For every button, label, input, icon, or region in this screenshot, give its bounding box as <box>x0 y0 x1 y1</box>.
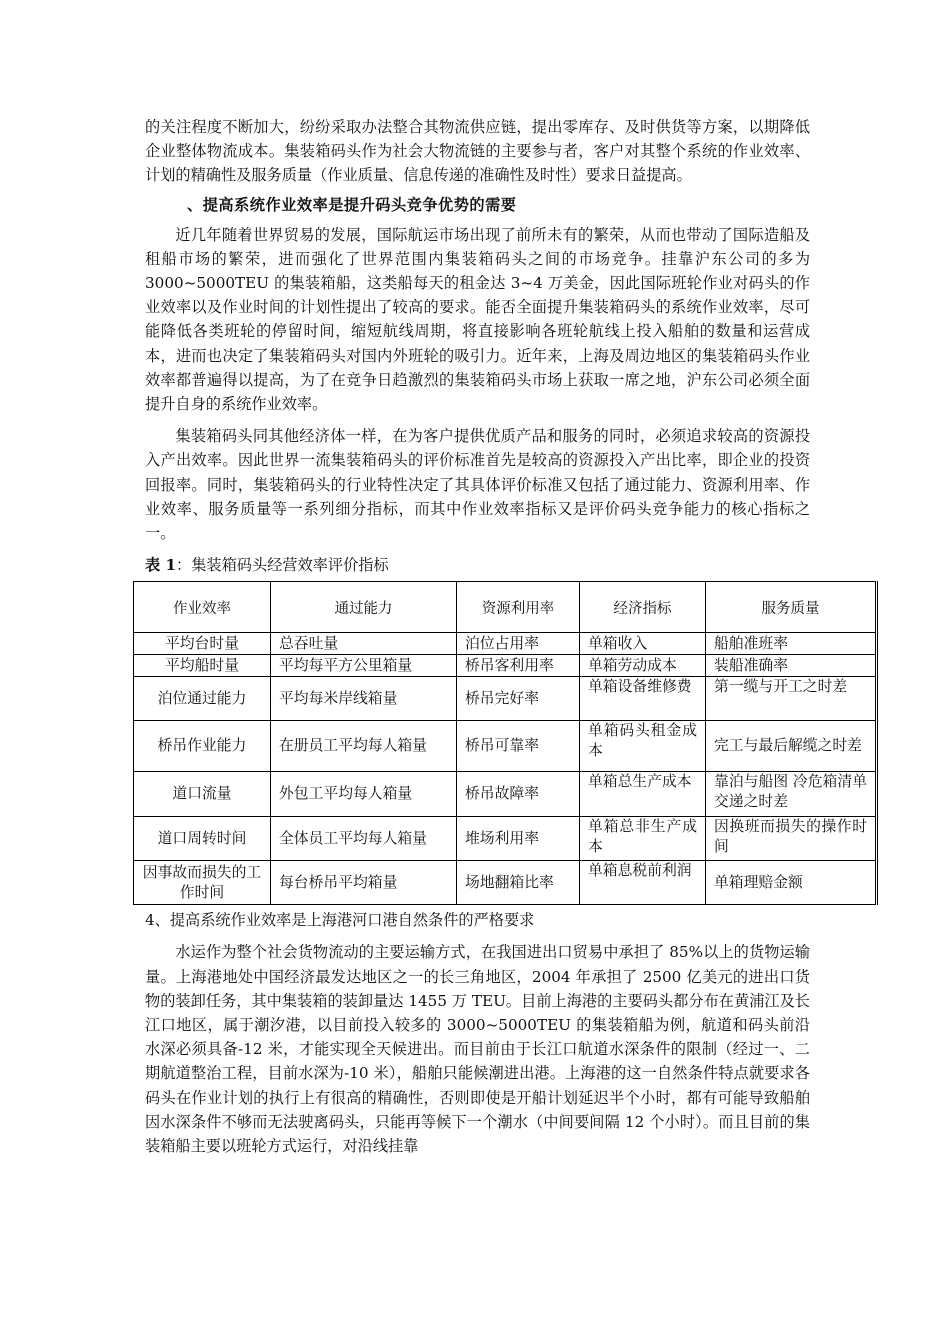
caption-label: 表 1 <box>145 556 177 575</box>
paragraph-competition: 近几年随着世界贸易的发展，国际航运市场出现了前所未有的繁荣，从而也带动了国际造船及租船市场的繁荣，进而强化了世界范围内集装箱码头之间的市场竞争。挂靠沪东公司的多为 3000~5000TEU 的集装箱船，这类船每天的租金达 3~4 万美金，因此国际班轮作业对码头的作业效率以及作业时间的计划性提出了较高的要求。能否全面提升集装箱码头的系统作业效率，尽可能降低各类班轮的停留时间，缩短航线周期，将直接影响各班轮航线上投入船舶的数量和运营成本，进而也决定了集装箱码头对国内外班轮的吸引力。近年来，上海及周边地区的集装箱码头作业效率都普遍得以提高，为了在竞争日趋激烈的集装箱码头市场上获取一席之地，沪东公司必须全面提升自身的系统作业效率。 <box>145 225 810 414</box>
document-page <box>142 115 867 1158</box>
table-cell: 道口流量 <box>134 772 271 817</box>
table-row <box>134 817 877 861</box>
caption-text: 集装箱码头经营效率评价指标 <box>191 556 389 575</box>
table-cell: 外包工平均每人箱量 <box>271 772 457 817</box>
table-cell: 每台桥吊平均箱量 <box>271 861 457 905</box>
table-cell: 桥吊可靠率 <box>457 721 580 772</box>
caption-separator: ： <box>176 556 192 575</box>
table-header-row <box>134 582 877 633</box>
table-cell: 桥吊故障率 <box>457 772 580 817</box>
paragraph-shanghai-port: 水运作为整个社会货物流动的主要运输方式，在我国进出口贸易中承担了 85%以上的货物运输量。上海港地处中国经济最发达地区之一的长三角地区，2004 年承担了 2500 亿美元的进出口货物的装卸任务，其中集装箱的装卸量达 1455 万 TEU。目前上海港的主要码头都分布在黄浦江及长江口地区，属于潮汐港，以目前投入较多的 3000~5000TEU 的集装箱船为例，航道和码头前沿水深必须具备-12 米，才能实现全天候进出。而目前由于长江口航道水深条件的限制（经过一、二期航道整治工程，目前水深为-10 米），船舶只能候潮进出港。上海港的这一自然条件特点就要求各码头在作业计划的执行上有很高的精确性，否则即使是开船计划延迟半个小时，都有可能导致船舶因水深条件不够而无法驶离码头，只能再等候下一个潮水（中间要间隔 12 个小时）。而且目前的集装箱船主要以班轮方式运行，对沿线挂靠 <box>145 943 810 1156</box>
table-cell: 完工与最后解缆之时差 <box>706 721 877 772</box>
table-row <box>134 721 877 772</box>
table-row <box>134 772 877 817</box>
table-cell: 全体员工平均每人箱量 <box>271 817 457 861</box>
table-cell: 因换班而损失的操作时间 <box>706 817 877 861</box>
header-economic: 经济指标 <box>580 582 706 633</box>
table-cell: 场地翻箱比率 <box>457 861 580 905</box>
table-cell: 单箱理赔金额 <box>706 861 877 905</box>
table-cell: 单箱息税前利润 <box>580 861 706 905</box>
table-cell: 平均每米岸线箱量 <box>271 677 457 721</box>
header-capacity: 通过能力 <box>271 582 457 633</box>
table-caption <box>145 553 810 577</box>
paragraph-intro: 的关注程度不断加大，纷纷采取办法整合其物流供应链，提出零库存、及时供货等方案，以期降低企业整体物流成本。集装箱码头作为社会大物流链的主要参与者，客户对其整个系统的作业效率、计划的精确性及服务质量（作业质量、信息传递的准确性及时性）要求日益提高。 <box>145 118 810 185</box>
header-efficiency: 作业效率 <box>134 582 271 633</box>
table-row <box>134 633 877 655</box>
section-heading-3: 、提高系统作业效率是提升码头竞争优势的需要 <box>187 195 517 214</box>
table-cell: 道口周转时间 <box>134 817 271 861</box>
table-cell: 单箱收入 <box>580 633 706 655</box>
header-utilization: 资源利用率 <box>457 582 580 633</box>
table-cell: 平均船时量 <box>134 655 271 677</box>
table-row <box>134 655 877 677</box>
table-cell: 单箱总生产成本 <box>580 772 706 817</box>
table-cell: 第一缆与开工之时差 <box>706 677 877 721</box>
table-cell: 靠泊与船图 冷危箱清单交递之时差 <box>706 772 877 817</box>
table-cell: 在册员工平均每人箱量 <box>271 721 457 772</box>
table-row <box>134 677 877 721</box>
table-cell: 平均每平方公里箱量 <box>271 655 457 677</box>
table-cell: 单箱设备维修费 <box>580 677 706 721</box>
table-cell: 单箱码头租金成本 <box>580 721 706 772</box>
paragraph-evaluation: 集装箱码头同其他经济体一样，在为客户提供优质产品和服务的同时，必须追求较高的资源投入产出效率。因此世界一流集装箱码头的评价标准首先是较高的资源投入产出比率，即企业的投资回报率。同时，集装箱码头的行业特性决定了其具体评价标准又包括了通过能力、资源利用率、作业效率、服务质量等一系列细分指标，而其中作业效率指标又是评价码头竞争能力的核心指标之一。 <box>145 427 810 543</box>
table-cell: 平均台时量 <box>134 633 271 655</box>
table-cell: 单箱劳动成本 <box>580 655 706 677</box>
table-cell: 泊位占用率 <box>457 633 580 655</box>
table-cell: 桥吊客利用率 <box>457 655 580 677</box>
table-cell: 装船准确率 <box>706 655 877 677</box>
table-cell: 总吞吐量 <box>271 633 457 655</box>
table-cell: 船舶准班率 <box>706 633 877 655</box>
header-service: 服务质量 <box>706 582 877 633</box>
table-cell: 因事故而损失的工作时间 <box>134 861 271 905</box>
table-cell: 泊位通过能力 <box>134 677 271 721</box>
metrics-table <box>133 581 878 905</box>
table-cell: 单箱总非生产成本 <box>580 817 706 861</box>
table-cell: 桥吊完好率 <box>457 677 580 721</box>
section-heading-4: 4、提高系统作业效率是上海港河口港自然条件的严格要求 <box>145 911 535 930</box>
table-cell: 桥吊作业能力 <box>134 721 271 772</box>
table-cell: 堆场利用率 <box>457 817 580 861</box>
table-row <box>134 861 877 905</box>
